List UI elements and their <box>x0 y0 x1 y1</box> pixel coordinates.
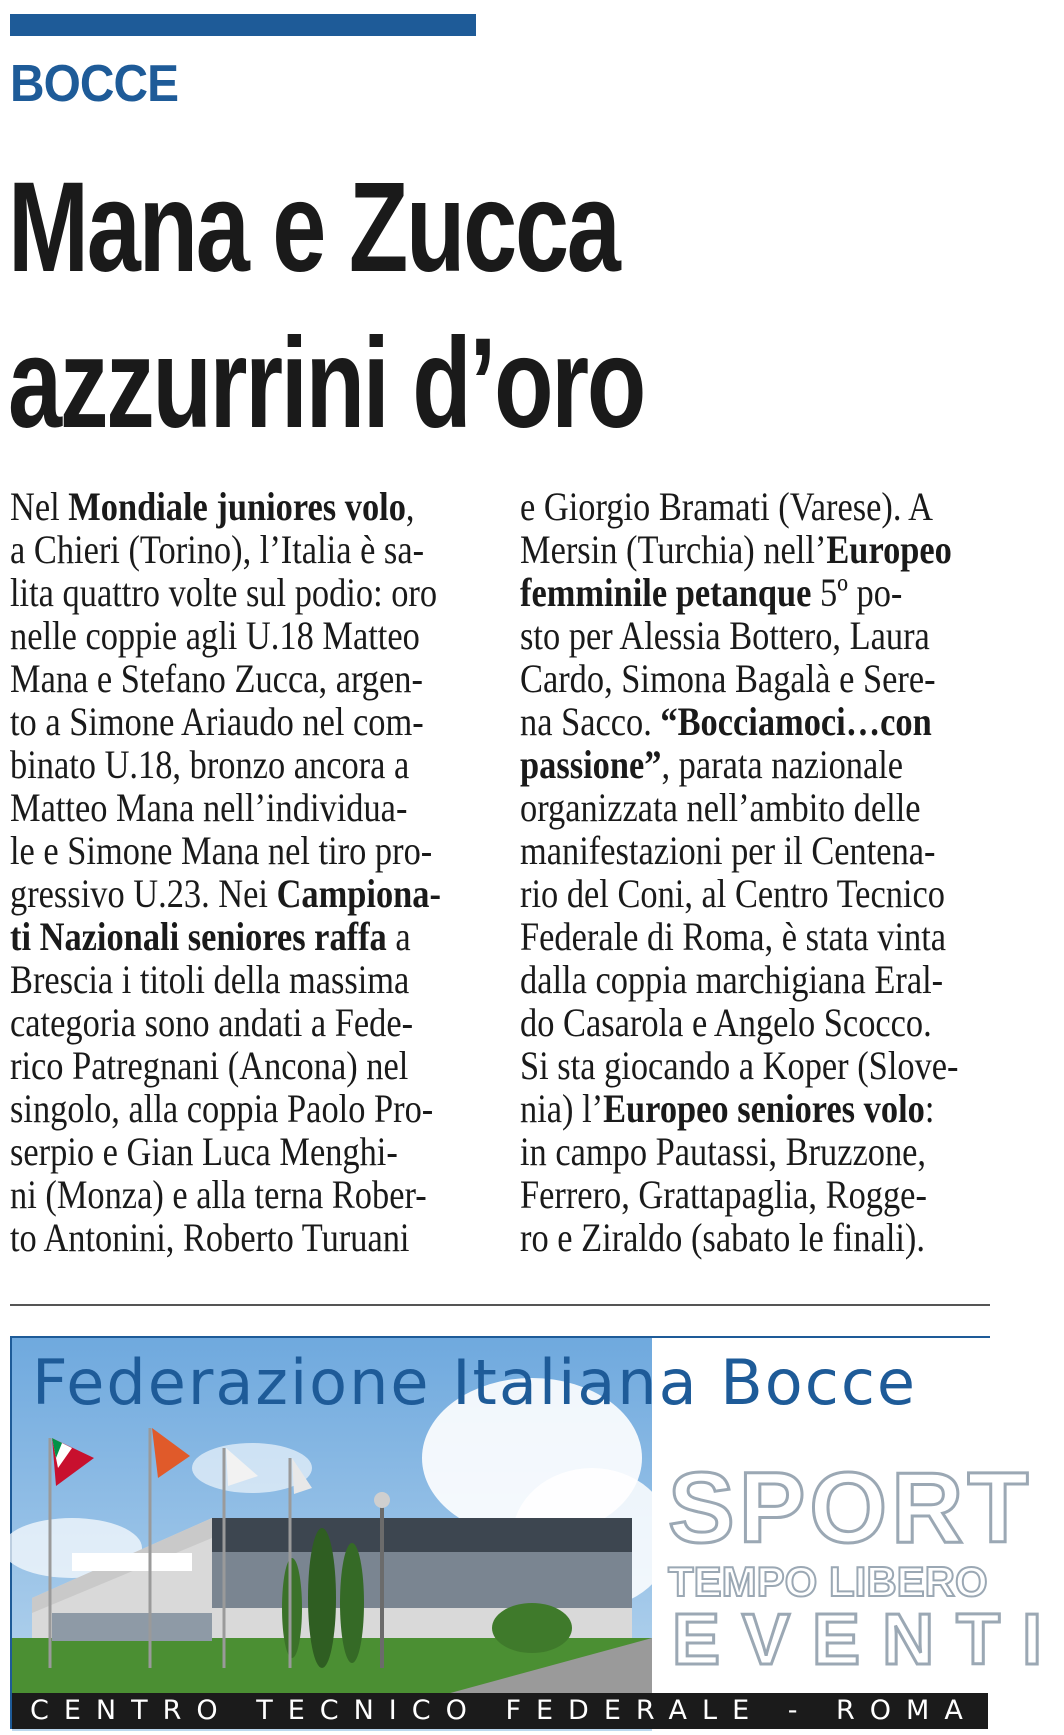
headline <box>8 150 644 462</box>
text-run: Si sta giocando a Koper (Slove- <box>520 1043 959 1088</box>
article-line <box>520 484 934 529</box>
article-line <box>10 656 423 701</box>
article-line <box>10 743 412 786</box>
article-line <box>520 1172 927 1217</box>
bold-text: Europeo seniores volo <box>603 1086 925 1131</box>
text-run: a Chieri (Torino), l’Italia è sa- <box>10 527 425 572</box>
text-run: categoria sono andati a Fede- <box>10 1000 414 1045</box>
text-run: le e Simone Mana nel tiro pro- <box>10 828 433 873</box>
text-run: in campo Pautassi, Bruzzone, <box>520 1129 927 1174</box>
ad-tempo-libero-text: TEMPO LIBERO <box>668 1558 988 1605</box>
text-run: singolo, alla coppia Paolo Pro- <box>10 1086 434 1131</box>
article-line <box>10 699 424 744</box>
article-line <box>10 786 412 829</box>
article-line <box>10 613 420 658</box>
text-run: manifestazioni per il Centena- <box>520 828 936 873</box>
text-run: organizzata nell’ambito delle <box>520 785 921 830</box>
article-line <box>520 743 922 786</box>
text-run: ni (Monza) e alla terna Rober- <box>10 1172 427 1217</box>
text-run: 5º po- <box>811 570 903 615</box>
bold-text: femminile petanque <box>520 570 812 615</box>
bold-text: ti Nazionali seniores raffa <box>10 914 387 959</box>
text-run: dalla coppia marchigiana Eral- <box>520 957 944 1002</box>
article-line <box>10 1086 434 1131</box>
divider <box>10 1304 990 1306</box>
text-run: e Giorgio Bramati (Varese). A <box>520 484 934 529</box>
text-run: to a Simone Ariaudo nel com- <box>10 699 424 744</box>
bold-text: passione” <box>520 742 662 787</box>
article-line <box>520 1129 927 1174</box>
bold-text: “Bocciamoci…con <box>660 699 932 744</box>
ad-eventi-text: EVENTI <box>672 1600 1064 1680</box>
headline-line-1: Mana e Zucca <box>8 156 619 299</box>
text-run: serpio e Gian Luca Menghi- <box>10 1129 398 1174</box>
article-line <box>10 570 438 615</box>
article-line <box>10 1001 412 1044</box>
article-line <box>10 828 433 873</box>
bold-text: Campiona- <box>276 871 441 916</box>
text-run: Ferrero, Grattapaglia, Rogge- <box>520 1172 927 1217</box>
article-line <box>520 1000 932 1045</box>
text-run: nia) l’ <box>520 1086 604 1131</box>
bold-text: Mondiale juniores volo <box>68 484 406 529</box>
text-run: to Antonini, Roberto Turuani <box>10 1215 410 1260</box>
article-column-right <box>520 485 988 1259</box>
text-run: Cardo, Simona Bagalà e Sere- <box>520 656 936 701</box>
article-line <box>520 957 944 1002</box>
text-run: : <box>924 1086 935 1131</box>
text-run: Brescia i titoli della massima <box>10 957 410 1002</box>
text-run: rico Patregnani (Ancona) nel <box>10 1043 409 1088</box>
article-line <box>10 1130 412 1173</box>
text-run: rio del Coni, al Centro Tecnico <box>520 871 945 916</box>
text-run: sto per Alessia Bottero, Laura <box>520 613 930 658</box>
text-run: Mana e Stefano Zucca, argen- <box>10 656 423 701</box>
text-run: nelle coppie agli U.18 Matteo <box>10 613 420 658</box>
article-line <box>10 1216 412 1259</box>
text-run: lita quattro volte sul podio: oro <box>10 570 438 615</box>
text-run: , parata nazionale <box>661 742 904 787</box>
section-color-bar <box>10 14 476 36</box>
text-run: gressivo U.23. Nei <box>10 871 277 916</box>
article-line <box>520 613 930 658</box>
text-run: a <box>386 914 411 959</box>
text-run: Federale di Roma, è stata vinta <box>520 914 947 959</box>
article-line <box>520 527 952 572</box>
article-line <box>10 1044 412 1087</box>
article-line <box>520 656 936 701</box>
advertisement-banner <box>10 1336 1064 1729</box>
headline-line-2: azzurrini d’oro <box>8 312 644 455</box>
article-line <box>10 871 441 916</box>
article-line <box>520 786 922 829</box>
article-column-left <box>10 485 478 1259</box>
article-line <box>520 828 936 873</box>
article-line <box>520 699 932 744</box>
article-line <box>520 1043 959 1088</box>
text-run: Nel <box>10 484 69 529</box>
text-run: do Casarola e Angelo Scocco. <box>520 1000 932 1045</box>
article-line <box>10 527 425 572</box>
article-line <box>520 1086 935 1131</box>
article-line <box>10 1172 427 1217</box>
text-run: , <box>405 484 415 529</box>
article-line <box>520 914 947 959</box>
ad-footer-caption: CENTRO TECNICO FEDERALE - ROMA <box>12 1693 988 1729</box>
text-run: Mersin (Turchia) nell’ <box>520 527 827 572</box>
text-run: na Sacco. <box>520 699 661 744</box>
ad-title: Federazione Italiana Bocce <box>32 1346 918 1419</box>
article-line <box>10 484 415 529</box>
article-line <box>520 871 945 916</box>
article-line <box>520 1215 925 1260</box>
article-line <box>10 915 412 958</box>
ad-sport-text: SPORT <box>668 1452 1033 1564</box>
text-run: Matteo Mana nell’individua- <box>10 785 408 830</box>
text-run: ro e Ziraldo (sabato le finali). <box>520 1215 925 1260</box>
bold-text: Europeo <box>826 527 952 572</box>
article-line <box>10 958 412 1001</box>
article-line <box>520 571 922 614</box>
text-run: binato U.18, bronzo ancora a <box>10 742 410 787</box>
section-label: BOCCE <box>10 55 179 113</box>
